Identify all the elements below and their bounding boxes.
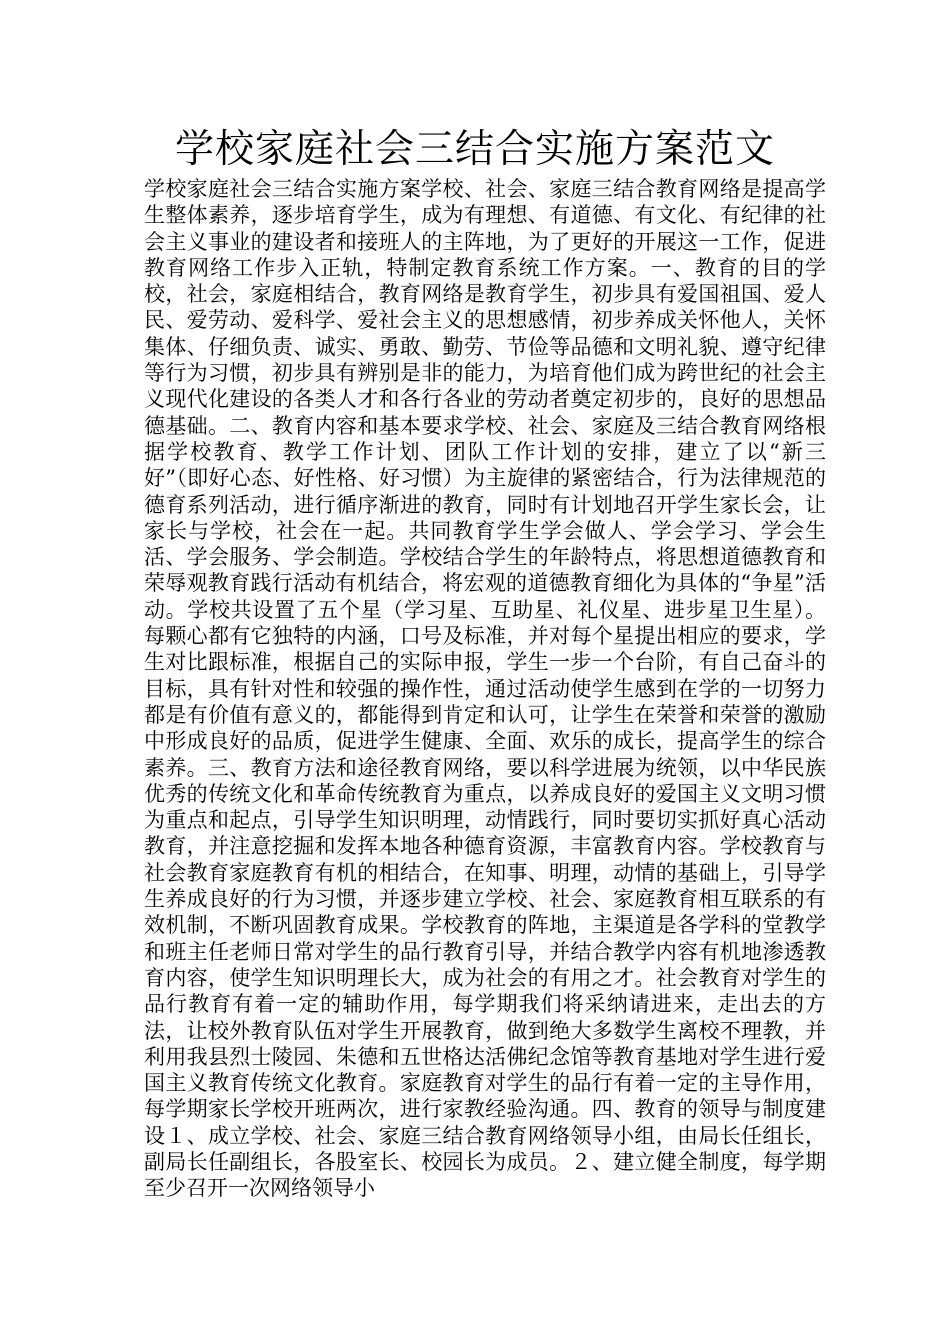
document-body: 学校家庭社会三结合实施方案学校、社会、家庭三结合教育网络是提高学生整体素养，逐步培育学生，成为有理想、有道德、有文化、有纪律的社会主义事业的建设者和接班人的主阵地，为了更好的开展这一工作，促进教育网络工作步入正轨，特制定教育系统工作方案。一、教育的目的学校，社会，家庭相结合，教育网络是教育学生，初步具有爱国祖国、爱人民、爱劳动、爱科学、爱社会主义的思想感情，初步养成关怀他人，关怀集体、仔细负责、诚实、勇敢、勤劳、节俭等品德和文明礼貌、遵守纪律等行为习惯，初步具有辨别是非的能力，为培育他们成为跨世纪的社会主义现代化建设的各类人才和各行各业的劳动者奠定初步的，良好的思想品德基础。二、教育内容和基本要求学校、社会、家庭及三结合教育网络根据学校教育、教学工作计划、团队工作计划的安排，建立了以“新三好”（即好心态、好性格、好习惯）为主旋律的紧密结合，行为法律规范的德育系列活动，进行循序渐进的教育，同时有计划地召开学生家长会，让家长与学校，社会在一起。共同教育学生学会做人、学会学习、学会生活、学会服务、学会制造。学校结合学生的年龄特点，将思想道德教育和荣辱观教育践行活动有机结合，将宏观的道德教育细化为具体的“争星”活动。学校共设置了五个星（学习星、互助星、礼仪星、进步星卫生星）。每颗心都有它独特的内涵，口号及标准，并对每个星提出相应的要求，学生对比跟标准，根据自己的实际申报，学生一步一个台阶，有自己奋斗的目标，具有针对性和较强的操作性，通过活动使学生感到在学的一切努力都是有价值有意义的，都能得到肯定和认可，让学生在荣誉和荣誉的激励中形成良好的品质，促进学生健康、全面、欢乐的成长，提高学生的综合素养。三、教育方法和途径教育网络，要以科学进展为统领，以中华民族优秀的传统文化和革命传统教育为重点，以养成良好的爱国主义文明习惯为重点和起点，引导学生知识明理，动情践行，同时要切实抓好真心活动教育，并注意挖掘和发挥本地各种德育资源，丰富教育内容。学校教育与社会教育家庭教育有机的相结合，在知事、明理，动情的基础上，引导学生养成良好的行为习惯，并逐步建立学校、社会、家庭教育相互联系的有效机制，不断巩固教育成果。学校教育的阵地，主渠道是各学科的堂教学和班主任老师日常对学生的品行教育引导，并结合教学内容有机地渗透教育内容，使学生知识明理长大，成为社会的有用之才。社会教育对学生的品行教育有着一定的辅助作用，每学期我们将采纳请进来，走出去的方法，让校外教育队伍对学生开展教育，做到绝大多数学生离校不理教，并利用我县烈士陵园、朱德和五世格达活佛纪念馆等教育基地对学生进行爱国主义教育传统文化教育。家庭教育对学生的品行有着一定的主导作用，每学期家长学校开班两次，进行家教经验沟通。四、教育的领导与制度建设１、成立学校、社会、家庭三结合教育网络领导小组，由局长任组长，副局长任副组长，各股室长、校园长为成员。２、建立健全制度，每学期至少召开一次网络领导小 bbox=[144, 177, 826, 1201]
document-title: 学校家庭社会三结合实施方案范文 bbox=[174, 127, 775, 172]
